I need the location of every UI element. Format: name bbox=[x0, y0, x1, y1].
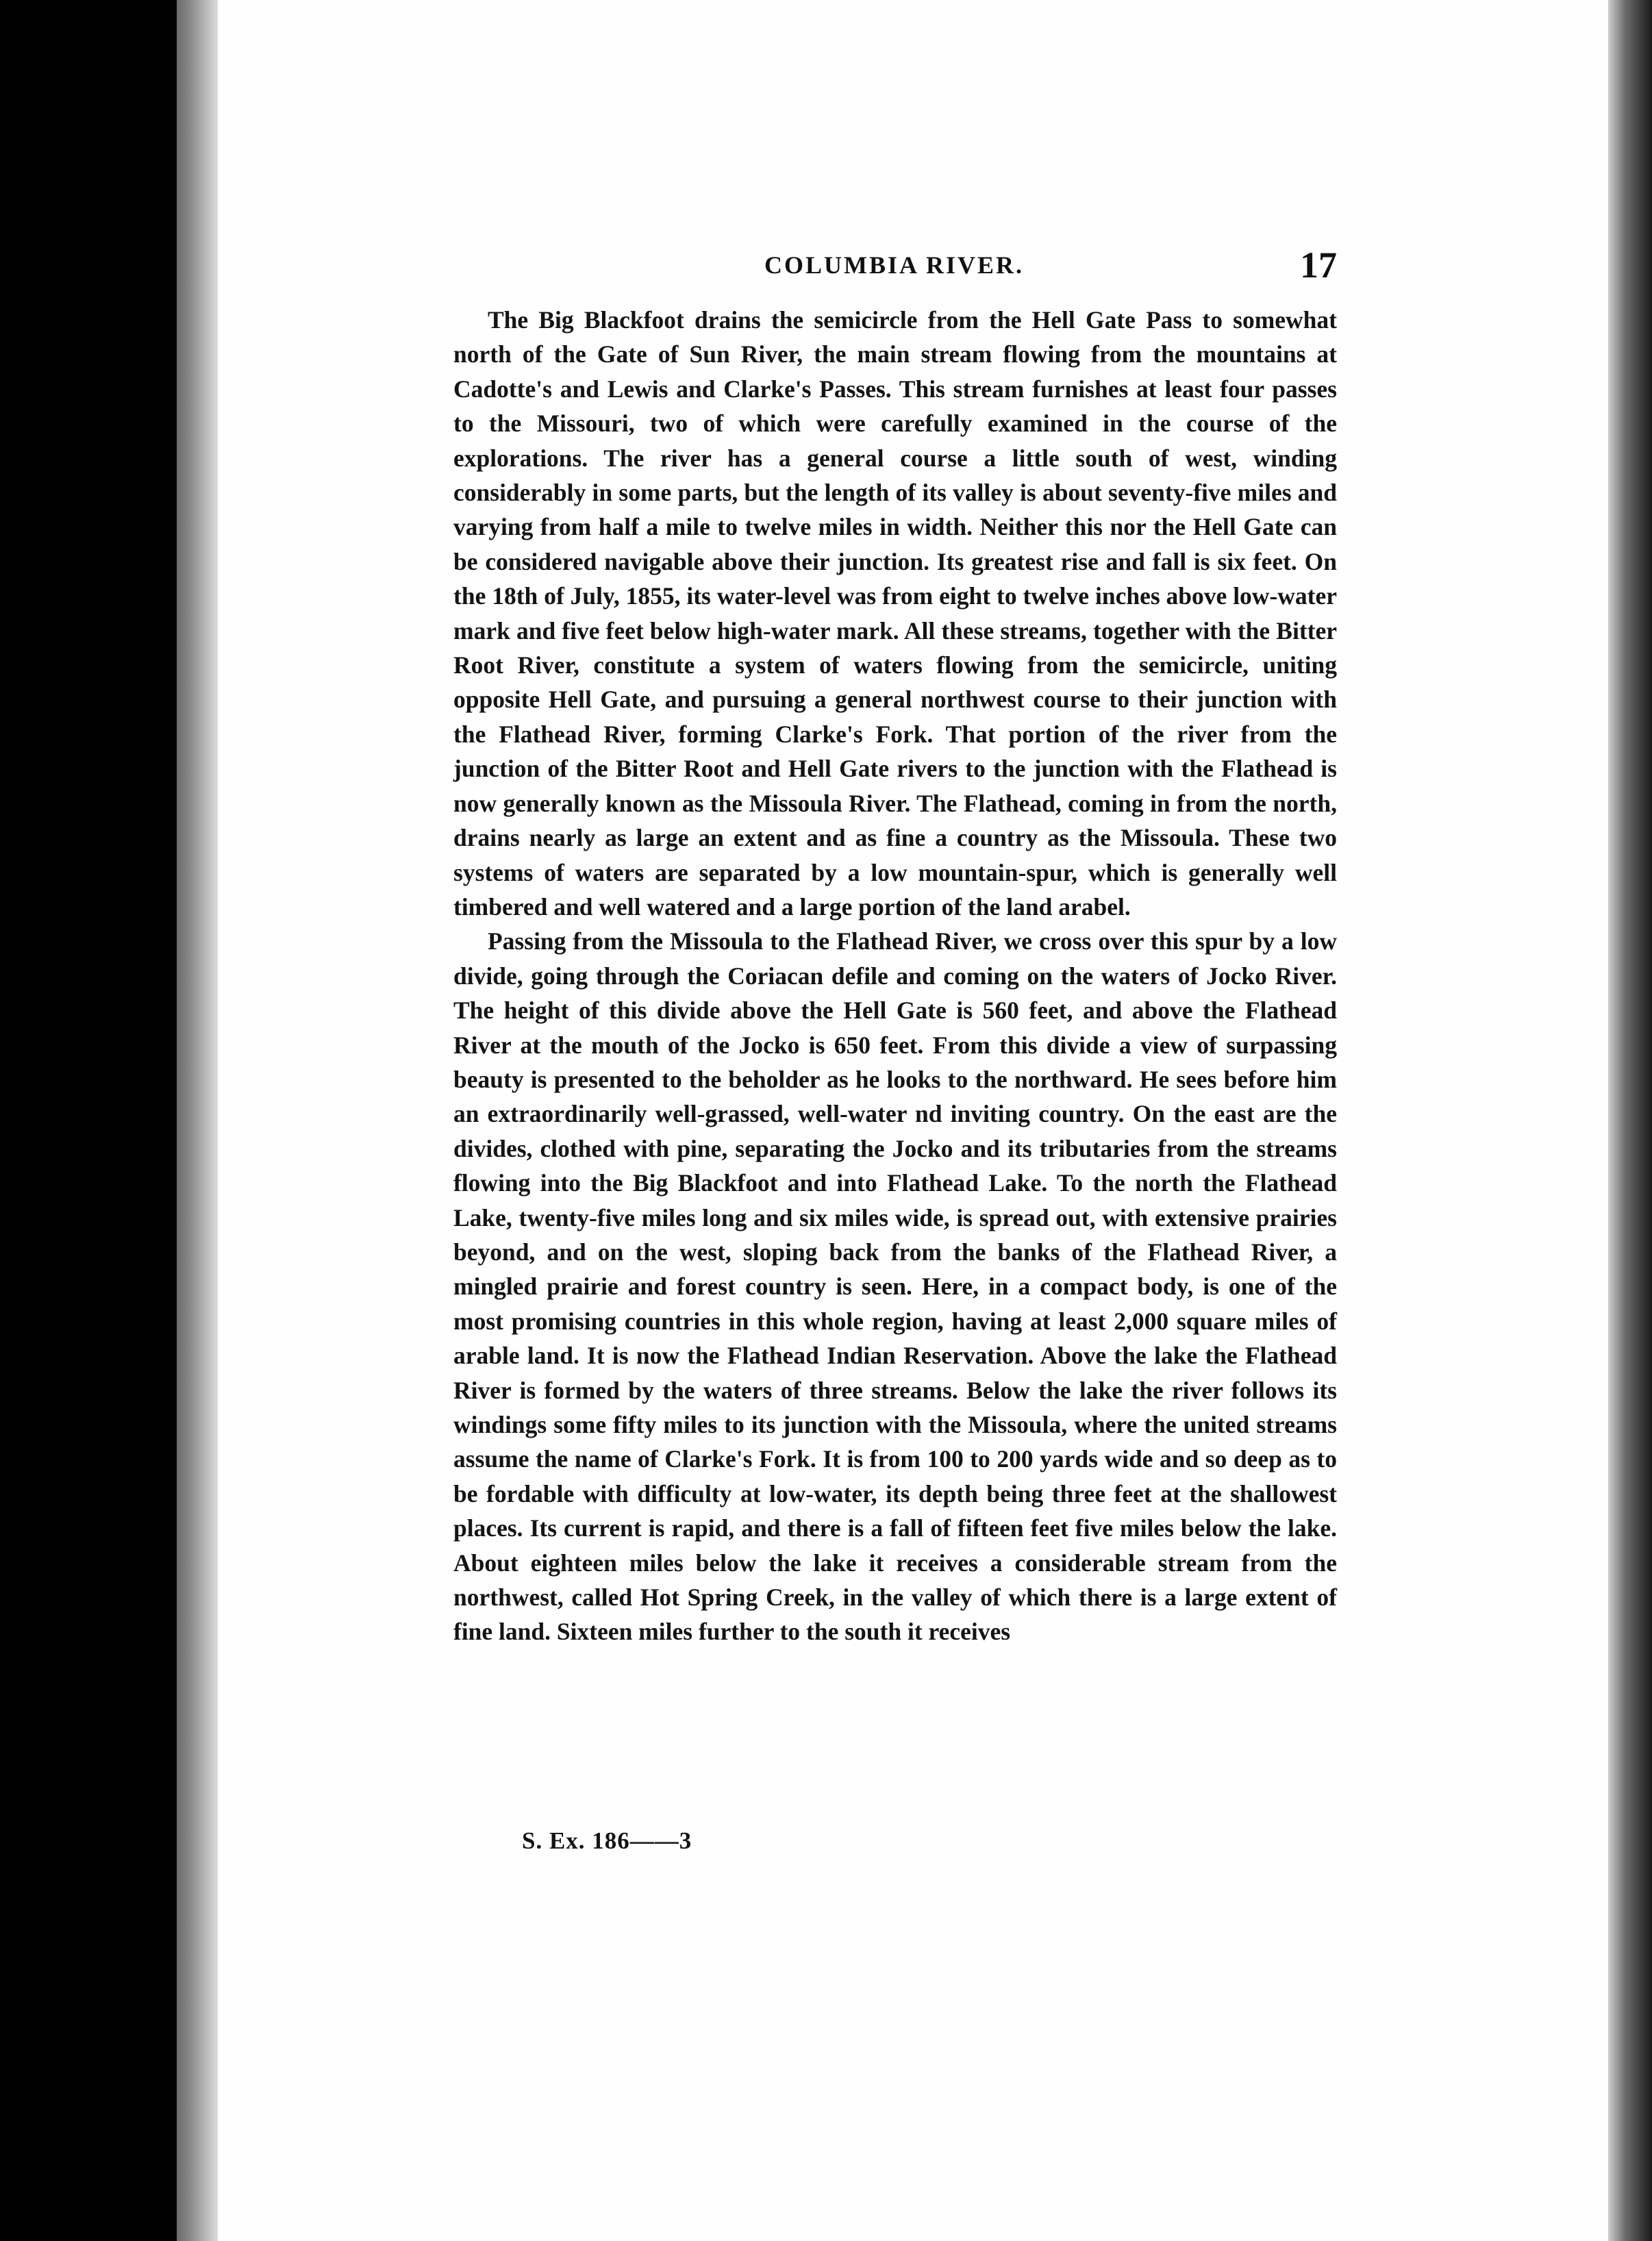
running-head bbox=[453, 245, 1337, 293]
scan-border-right bbox=[1608, 0, 1652, 2241]
page-number: 17 bbox=[1300, 245, 1337, 286]
page-gutter-shadow bbox=[177, 0, 218, 2241]
paragraph-1: The Big Blackfoot drains the semicircle from the Hell Gate Pass to somewhat north of the Gate of Sun River, the main stream flowing from the mountains at Cadotte's and Lewis and Clarke's Passes. This stream furnishes at least four passes to the Missouri, two of which were carefully examined in the course of the explorations. The river has a general course a little south of west, winding considerably in some parts, but the length of its valley is about seventy-five miles and varying from half a mile to twelve miles in width. Neither this nor the Hell Gate can be considered navigable above their junction. Its greatest rise and fall is six feet. On the 18th of July, 1855, its water-level was from eight to twelve inches above low-water mark and five feet below high-water mark. All these streams, together with the Bitter Root River, constitute a system of waters flowing from the semicircle, uniting opposite Hell Gate, and pursuing a general northwest course to their junction with the Flathead River, forming Clarke's Fork. That portion of the river from the junction of the Bitter Root and Hell Gate rivers to the junction with the Flathead is now generally known as the Missoula River. The Flathead, coming in from the north, drains nearly as large an extent and as fine a country as the Missoula. These two systems of waters are separated by a low mountain-spur, which is generally well timbered and well watered and a large portion of the land arabel. bbox=[453, 306, 1337, 921]
paragraph-2: Passing from the Missoula to the Flathead River, we cross over this spur by a low divide, going through the Coriacan defile and coming on the waters of Jocko River. The height of this divide above the Hell Gate is 560 feet, and above the Flathead River at the mouth of the Jocko is 650 feet. From this divide a view of surpassing beauty is presented to the beholder as he looks to the northward. He sees before him an extraordinarily well-grassed, well-water nd inviting country. On the east are the divides, clothed with pine, separating the Jocko and its tributaries from the streams flowing into the Big Blackfoot and into Flathead Lake. To the north the Flathead Lake, twenty-five miles long and six miles wide, is spread out, with extensive prairies beyond, and on the west, sloping back from the banks of the Flathead River, a mingled prairie and forest country is seen. Here, in a compact body, is one of the most promising countries in this whole region, having at least 2,000 square miles of arable land. It is now the Flathead Indian Reservation. Above the lake the Flathead River is formed by the waters of three streams. Below the lake the river follows its windings some fifty miles to its junction with the Missoula, where the united streams assume the name of Clarke's Fork. It is from 100 to 200 yards wide and so deep as to be fordable with difficulty at low-water, its depth being three feet at the shallowest places. Its current is rapid, and there is a fall of fifteen feet five miles below the lake. About eighteen miles below the lake it receives a considerable stream from the northwest, called Hot Spring Creek, in the valley of which there is a large extent of fine land. Sixteen miles further to the south it receives bbox=[453, 927, 1337, 1646]
signature-mark: S. Ex. 186——3 bbox=[522, 1827, 692, 1854]
running-title: COLUMBIA RIVER. bbox=[764, 251, 1025, 279]
body-text bbox=[453, 303, 1337, 1649]
scan-border-left bbox=[0, 0, 177, 2241]
